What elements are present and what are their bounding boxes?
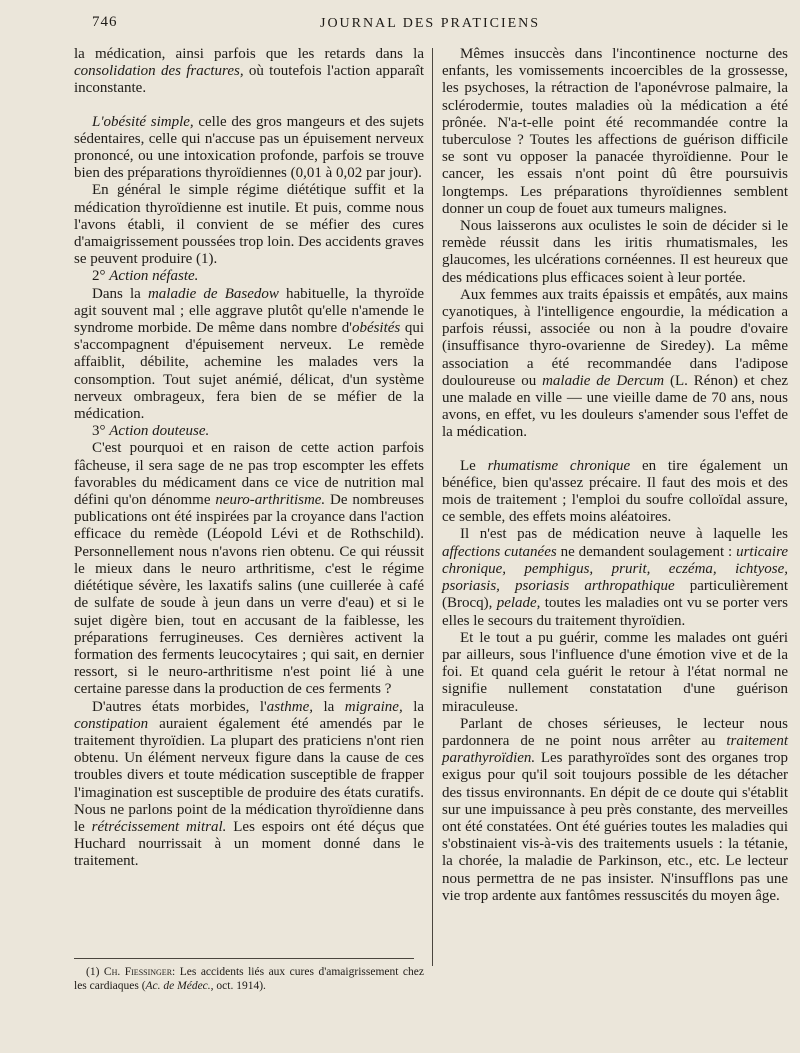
paragraph: la médication, ainsi parfois que les retards dans la consolidation des fractures, où toutefois l'action apparaît inconstante. (74, 46, 424, 97)
paragraph: Le rhumatisme chronique en tire également un bénéfice, bien qu'assez précaire. Il faut des mois et des mois de traitement ; l'emploi du soufre colloïdal assure, ce semble, des effets moins aléatoires. (442, 457, 789, 526)
footnote-rule (74, 958, 414, 959)
paragraph: Et le tout a pu guérir, comme les malades ont guéri par ailleurs, sous l'influence d'une émotion vive et de la foi. Et quand cela guérit le retour à l'état normal ne signifie nullement constatation d'une guérison miraculeuse. (442, 629, 788, 715)
paragraph: L'obésité simple, celle des gros mangeurs et des sujets sédentaires, celle qui n'accuse pas un épuisement nerveux prononcé, ou une intoxication profonde, parfois se trouve bien des préparations thyroïdiennes (0,01 à 0,02 par jour). (74, 113, 424, 182)
section-heading: 3° Action douteuse. (92, 423, 210, 440)
paragraph: Mêmes insuccès dans l'incontinence nocturne des enfants, les vomissements incoercibles de la grossesse, les psychoses, la rétraction de l'aponévrose palmaire, la sclérodermie, toutes maladies où la médication a été prônée. N'a-t-elle point été recommandée contre la tuberculose ? Toutes les affections de guérison difficile se sont vu opposer la panacée thyroïdienne. Pour le cancer, les essais n'ont point dû être poursuivis longtemps. Les préparations thyroïdiennes semblent donner un coup de fouet aux tumeurs malignes. (442, 46, 788, 217)
footnote: (1) Ch. Fiessinger: Les accidents liés aux cures d'amaigrissement chez les cardiaques (Ac. de Médec., oct. 1914). (74, 966, 424, 992)
page-number: 746 (92, 14, 118, 30)
left-column (74, 46, 424, 871)
paragraph: C'est pourquoi et en raison de cette action parfois fâcheuse, il sera sage de ne pas trop escompter les effets favorables du médicament dans ce vice de nutrition mal défini qu'on dénomme neuro-arthritisme. De nombreuses publications ont été inspirées par la croyance dans l'action efficace du remède (Léopold Lévi et de Rothschild). Personnellement nous n'avons rien obtenu. Ce qui réussit le mieux dans le neuro arthritisme, c'est le régime diététique sévère, les laxatifs salins (une cuillerée à café de sulfate de soude à jeun dans un verre d'eau) et si le sujet digère bien, tout en accusant de la faiblesse, les préparations ferrugineuses. Ces dernières activent la formation des ferments leucocytaires ; qui sait, en dernier ressort, si le neuro-arthritisme n'est point lié à une certaine paresse dans la production de ces ferments ? (74, 440, 424, 698)
paragraph: D'autres états morbides, l'asthme, la migraine, la constipation auraient également été amendés par le traitement thyroïdien. La plupart des praticiens n'ont rien obtenu. Un élément nerveux figure dans la cause de ces troubles divers et toute médication susceptible de frapper l'imagination est susceptible de produire des états curatifs. Nous ne parlons point de la médication thyroïdienne dans le rétrécissement mitral. Les espoirs ont été déçus que Huchard nourrissait à un moment donné dans le traitement. (74, 698, 425, 870)
paragraph: Nous laisserons aux oculistes le soin de décider si le remède réussit dans les iritis rhumatismales, les glaucomes, les ulcérations cornéennes. Il est heureux que des médications plus efficaces soient à leur portée. (442, 218, 788, 286)
paragraph: Aux femmes aux traits épaissis et empâtés, aux mains cyanotiques, à l'intelligence engourdie, la médication a parfois réussi, associée ou non à la poudre d'ovaire (insuffisance thyro-ovarienne de Siredey). La même association a été recommandée dans l'adipose douloureuse ou maladie de Dercum (L. Rénon) et chez une malade en ville — une vieille dame de 70 ans, nous avons, en effet, vu les douleurs s'amender sous l'effet de la médication. (442, 286, 789, 441)
paragraph: En général le simple régime diététique suffit et la médication thyroïdienne est inutile. Et puis, comme nous l'avons établi, il convient de se méfier des cures d'amaigrissement poussées trop loin. Des accidents graves se peuvent produire (1). (74, 182, 424, 268)
column-divider (432, 48, 433, 966)
paragraph: Parlant de choses sérieuses, le lecteur nous pardonnera de ne point nous arrêter au traitement parathyroïdien. Les parathyroïdes sont des organes trop exigus pour qu'il soit toujours possible de les détacher des tissus environnants. En dépit de ce doute qui s'établit sur une impuissance à peu près constante, des merveilles ont été constatées. Ont été guéries toutes les maladies qui s'obstinaient vis-à-vis des traitements usuels : la tétanie, la chorée, la maladie de Parkinson, etc., etc. Le lecteur nous permettra de ne pas insister. N'insufflons pas une vie trop ardente aux fantômes ressuscités du moyen âge. (442, 715, 788, 904)
section-heading: 2° Action néfaste. (92, 268, 199, 285)
page-header (0, 10, 800, 34)
journal-title: JOURNAL DES PRATICIENS (320, 16, 541, 31)
paragraph: Il n'est pas de médication neuve à laquelle les affections cutanées ne demandent soulagement : urticaire chronique, pemphigus, prurit, eczéma, ichtyose, psoriasis, psoriasis arthropathique particulièrement (Brocq), pelade, toutes les maladies ont vu se porter vers elles le secours du traitement thyroïdien. (442, 526, 789, 629)
right-column (442, 46, 788, 905)
paragraph: Dans la maladie de Basedow habituelle, la thyroïde agit souvent mal ; elle aggrave plutôt qu'elle n'amende le syndrome morbide. De même dans nombre d'obésités qui s'accompagnent d'épuisement nerveux. Le remède affaiblit, débilite, achemine les malades vers la consomption. Tout sujet anémié, délicat, d'un système nerveux ombrageux, fera bien de se méfier de la médication. (74, 285, 424, 423)
